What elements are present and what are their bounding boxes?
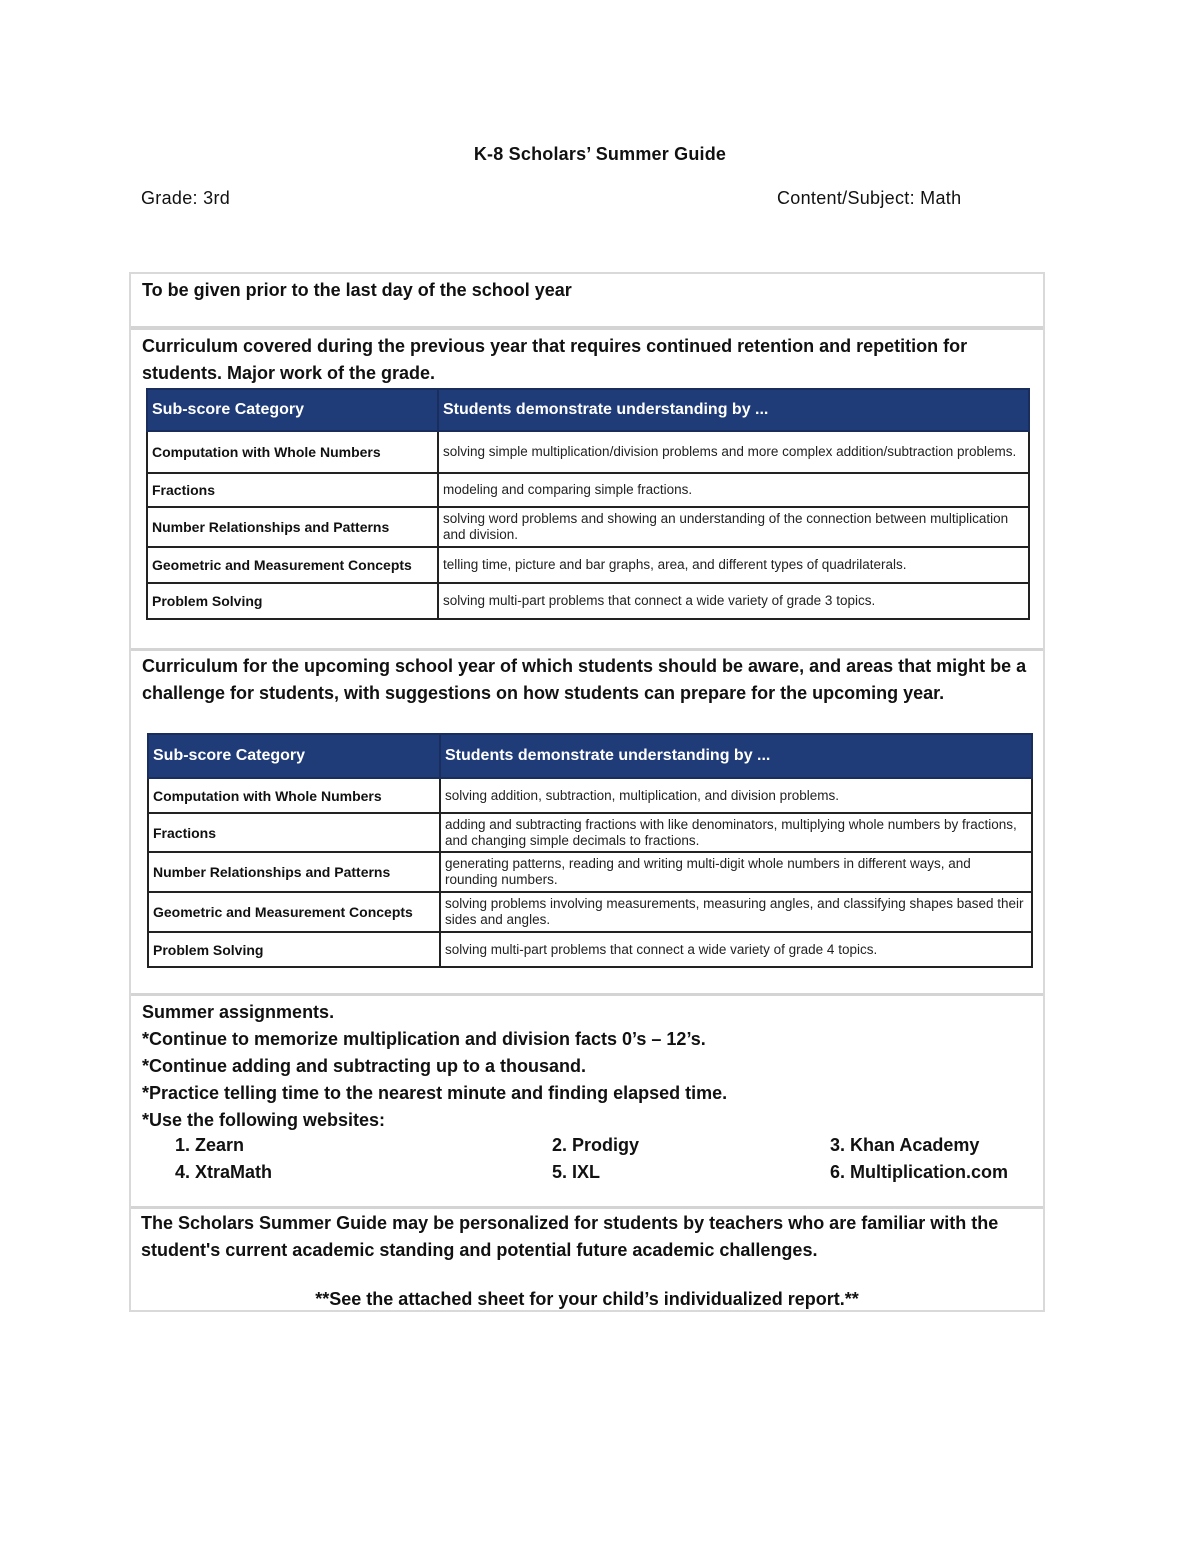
assignment-item: *Continue to memorize multiplication and division facts 0’s – 12’s. <box>142 1029 706 1049</box>
category-cell: Number Relationships and Patterns <box>148 852 440 892</box>
website-item: 2. Prodigy <box>552 1135 640 1155</box>
header-understanding: Students demonstrate understanding by ... <box>438 389 1029 431</box>
grade-label: Grade: 3rd <box>141 188 231 208</box>
personalized-section <box>131 1209 1043 1310</box>
description-cell: modeling and comparing simple fractions. <box>438 473 1029 507</box>
personalized-text: The Scholars Summer Guide may be personalized for students by teachers who are familiar with the student's current academic standing and potential future academic challenges. <box>141 1213 999 1260</box>
description-cell: solving problems involving measurements, measuring angles, and classifying shapes based their sides and angles. <box>440 892 1032 932</box>
category-cell: Computation with Whole Numbers <box>147 431 438 473</box>
category-cell: Problem Solving <box>147 583 438 619</box>
header-category: Sub-score Category <box>147 389 438 431</box>
table-row <box>148 778 1032 813</box>
upcoming-section <box>131 651 1043 993</box>
category-cell: Fractions <box>148 813 440 852</box>
assignment-item: *Use the following websites: <box>142 1110 386 1130</box>
given-text: To be given prior to the last day of the school year <box>142 280 572 300</box>
table-row <box>148 932 1032 967</box>
category-cell: Problem Solving <box>148 932 440 967</box>
category-cell: Geometric and Measurement Concepts <box>148 892 440 932</box>
header-category: Sub-score Category <box>148 734 440 778</box>
website-item: 4. XtraMath <box>175 1162 273 1182</box>
description-cell: adding and subtracting fractions with like denominators, multiplying whole numbers by fractions, and changing simple decimals to fractions. <box>440 813 1032 852</box>
description-cell: telling time, picture and bar graphs, area, and different types of quadrilaterals. <box>438 547 1029 583</box>
website-item: 3. Khan Academy <box>830 1135 980 1155</box>
table-row <box>148 813 1032 852</box>
website-item: 6. Multiplication.com <box>830 1162 1009 1182</box>
website-item: 5. IXL <box>552 1162 601 1182</box>
description-cell: solving multi-part problems that connect a wide variety of grade 3 topics. <box>438 583 1029 619</box>
given-section <box>131 274 1043 326</box>
upcoming-intro: Curriculum for the upcoming school year of which students should be aware, and areas that might be a challenge for students, with suggestions on how students can prepare for the upcoming year. <box>142 656 1027 703</box>
assignment-item: *Practice telling time to the nearest minute and finding elapsed time. <box>142 1083 728 1103</box>
table-row <box>147 583 1029 619</box>
table-row <box>148 852 1032 892</box>
table-row <box>147 547 1029 583</box>
table-row <box>147 431 1029 473</box>
previous-section <box>131 330 1043 648</box>
website-item: 1. Zearn <box>175 1135 245 1155</box>
category-cell: Computation with Whole Numbers <box>148 778 440 813</box>
table-row <box>148 892 1032 932</box>
header-understanding: Students demonstrate understanding by ... <box>440 734 1032 778</box>
attached-note: **See the attached sheet for your child’s individualized report.** <box>315 1289 859 1309</box>
subject-label: Content/Subject: Math <box>777 188 962 208</box>
assignment-item: *Continue adding and subtracting up to a thousand. <box>142 1056 586 1076</box>
table-row <box>147 473 1029 507</box>
doc-title: K-8 Scholars’ Summer Guide <box>473 144 727 164</box>
category-cell: Fractions <box>147 473 438 507</box>
description-cell: solving addition, subtraction, multiplication, and division problems. <box>440 778 1032 813</box>
category-cell: Number Relationships and Patterns <box>147 507 438 547</box>
previous-intro: Curriculum covered during the previous year that requires continued retention and repetition for students. Major work of the grade. <box>142 336 968 383</box>
previous-table <box>146 388 1030 620</box>
description-cell: solving word problems and showing an understanding of the connection between multiplication and division. <box>438 507 1029 547</box>
category-cell: Geometric and Measurement Concepts <box>147 547 438 583</box>
guide-box <box>129 272 1045 1312</box>
assignments-heading: Summer assignments. <box>142 1002 335 1022</box>
description-cell: solving multi-part problems that connect a wide variety of grade 4 topics. <box>440 932 1032 967</box>
description-cell: generating patterns, reading and writing multi-digit whole numbers in different ways, and rounding numbers. <box>440 852 1032 892</box>
upcoming-table <box>147 733 1033 968</box>
description-cell: solving simple multiplication/division problems and more complex addition/subtraction problems. <box>438 431 1029 473</box>
table-row <box>147 507 1029 547</box>
assignments-section <box>131 996 1043 1206</box>
